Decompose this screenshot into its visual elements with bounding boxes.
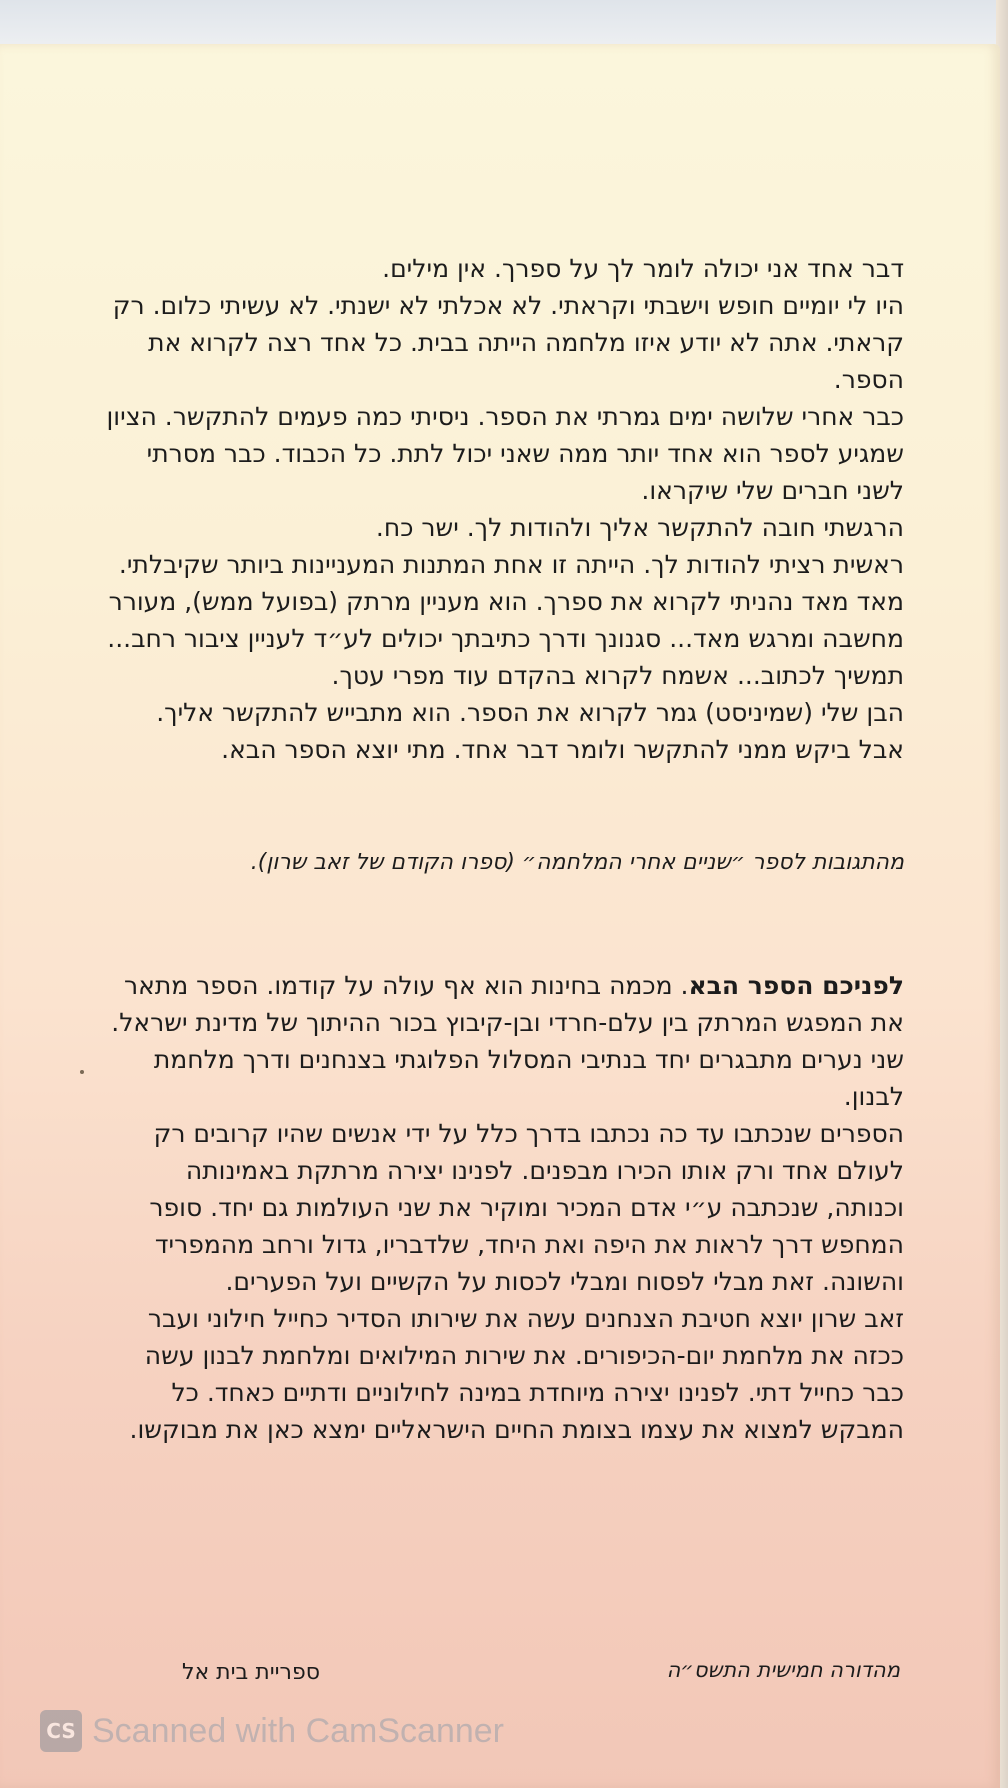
paper-speck <box>80 1070 84 1074</box>
intro-paragraph: זאב שרון יוצא חטיבת הצנחנים עשה את שירותו הסדיר כחייל חילוני ועבר ככזה את מלחמת יום-הכיפורים. את שירות המילואים ומלחמת לבנון עשה כבר כחייל דתי. לפנינו יצירה מיוחדת במינה לחילוניים ודתיים כאחד. כל המבקש למצוא את עצמו בצומת החיים הישראליים ימצא כאן את מבוקשו. <box>129 1304 904 1444</box>
testimonial-paragraph: ראשית רציתי להודות לך. הייתה זו אחת המתנות המעניינות ביותר שקיבלתי. מאד מאד נהניתי לקרוא את ספרך. הוא מעניין מרתק (בפועל ממש), מעורר מחשבה ומרגש מאד... סגנונך ודרך כתיבתך יכולים לע״ד לעניין ציבור רחב... תמשיך לכתוב... אשמח לקרוא בהקדם עוד מפרי עטך. <box>107 550 904 690</box>
intro-heading: לפניכם הספר הבא <box>688 971 904 1000</box>
intro-first-paragraph <box>104 967 904 1115</box>
publisher-name: ספריית בית אל <box>181 1660 320 1685</box>
testimonial-paragraph: כבר אחרי שלושה ימים גמרתי את הספר. ניסיתי כמה פעמים להתקשר. הציון שמגיע לספר הוא אחד יותר ממה שאני יכול לתת. כל הכבוד. כבר מסרתי לשני חברים שלי שיקראו. <box>106 402 904 505</box>
testimonial-paragraph: הרגשתי חובה להתקשר אליך ולהודות לך. ישר כח. <box>375 513 904 542</box>
intro-paragraph: . מכמה בחינות הוא אף עולה על קודמו. הספר מתאר את המפגש המרתק בין עלם-חרדי ובן-קיבוץ בכור ההיתוך של מדינת ישראל. שני נערים מתבגרים יחד בנתיבי המסלול הפלוגתי בצנחנים ודרך מלחמת לבנון. <box>111 971 904 1111</box>
edition-note: מהדורה חמישית התשס״ה <box>666 1658 900 1682</box>
reader-testimonials <box>104 250 904 768</box>
scanner-watermark <box>40 1708 504 1754</box>
testimonial-source: מהתגובות לספר ״שניים אחרי המלחמה״ (ספרו הקודם של זאב שרון). <box>250 850 904 875</box>
testimonial-paragraph: היו לי יומיים חופש וישבתי וקראתי. לא אכלתי לא ישנתי. לא עשיתי כלום. רק קראתי. אתה לא יודע איזו מלחמה הייתה בבית. כל אחד רצה לקרוא את הספר. <box>112 291 904 394</box>
testimonial-paragraph: דבר אחד אני יכולה לומר לך על ספרך. אין מילים. <box>382 254 904 283</box>
testimonial-paragraph: הבן שלי (שמיניסט) גמר לקרוא את הספר. הוא מתבייש להתקשר אליך. אבל ביקש ממני להתקשר ולומר דבר אחד. מתי יוצא הספר הבא. <box>156 698 904 764</box>
camscanner-logo-icon: CS <box>40 1710 82 1752</box>
scan-top-background <box>0 0 1008 50</box>
intro-paragraph: הספרים שנכתבו עד כה נכתבו בדרך כלל על ידי אנשים שהיו קרובים רק לעולם אחד ורק אותו הכירו מבפנים. לפנינו יצירה מרתקת באמינותה וכנותה, שנכתבה ע״י אדם המכיר ומוקיר את שני העולמות גם יחד. סופר המחפש דרך לראות את היפה ואת היחד, שלדבריו, גדול ורחב מהמפריד והשונה. זאת מבלי לפסוח ומבלי לכסות על הקשיים ועל הפערים. <box>149 1119 904 1296</box>
watermark-text: Scanned with CamScanner <box>92 1711 505 1750</box>
book-introduction <box>104 967 904 1448</box>
